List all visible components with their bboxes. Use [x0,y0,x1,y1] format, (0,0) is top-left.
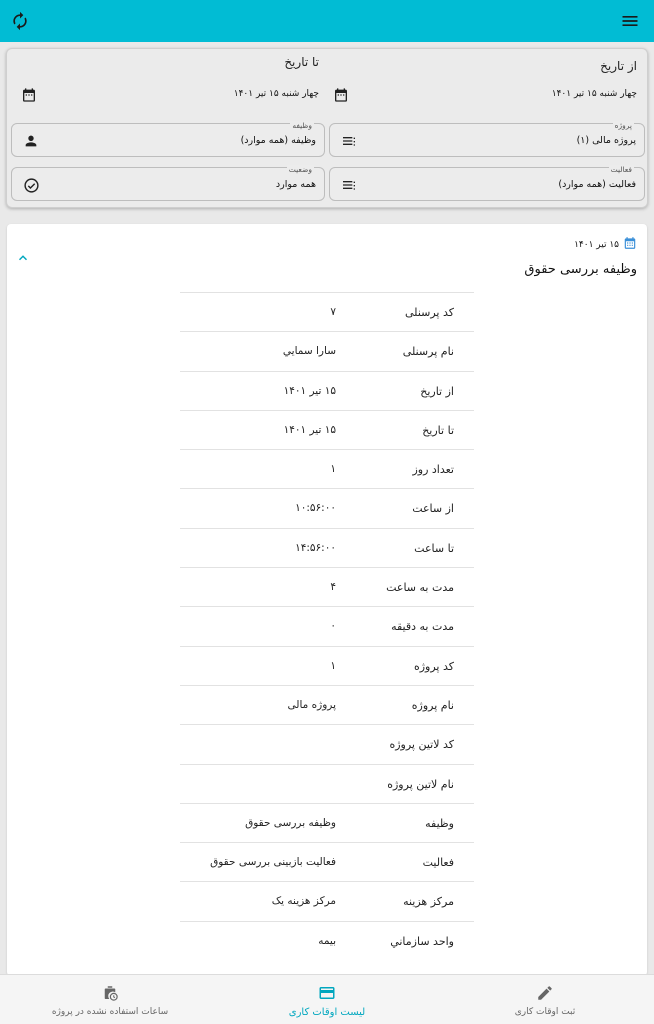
row-key: کد پرسنلی [405,306,454,319]
table-row [180,371,474,410]
row-value: فعالیت بازبینی بررسی حقوق [210,856,336,869]
to-date-label: تا تاریخ [284,55,319,69]
task-value: وظیفه (همه موارد) [240,135,316,146]
row-value: ۱۰:۵۶:۰۰ [295,502,336,515]
app-bar [0,0,654,42]
menu-icon[interactable] [618,9,642,33]
table-row [180,646,474,685]
row-value: ۱۴:۵۶:۰۰ [295,541,336,554]
table-row [180,764,474,803]
to-date-value: چهار شنبه ۱۵ تیر ۱۴۰۱ [233,89,319,99]
row-key: نام پرسنلی [402,345,454,359]
clock-bag-icon [99,983,121,1003]
calendar-icon[interactable] [332,86,350,104]
table-row [180,685,474,724]
tab-label: ساعات استفاده نشده در پروژه [51,1007,169,1017]
activity-value: فعالیت (همه موارد) [558,179,636,190]
row-value: ۷ [330,306,336,318]
row-key: مدت به دقیقه [391,620,454,634]
row-value: وظیفه بررسی حقوق [245,816,336,829]
row-value: پروژه مالی [287,698,336,711]
collapse-chevron-icon[interactable] [15,250,31,266]
row-value: ۰ [330,620,336,633]
table-row [180,724,474,763]
table-row [180,449,474,488]
row-key: واحد سازماني [390,934,454,948]
details-table [180,292,474,960]
row-key: تعداد روز [412,463,454,477]
filters-panel [6,48,648,208]
pencil-icon [534,983,556,1003]
worktime-card [7,224,647,976]
bottom-nav [0,974,654,1024]
table-row [180,292,474,331]
row-value: ۱۵ تیر ۱۴۰۱ [283,384,336,397]
row-key: فعالیت [422,856,454,870]
row-key: نام لاتین پروژه [387,777,454,791]
person-icon [22,132,40,150]
row-value: سارا سمايي [282,345,336,358]
row-value: بیمه [318,934,336,947]
table-row [180,881,474,920]
status-label: وضعیت [288,165,312,174]
row-key: کد لاتین پروژه [389,738,454,752]
tab-register-worktime[interactable] [455,975,635,1024]
card-icon [316,983,338,1003]
row-value: ۴ [330,581,336,594]
from-date-value: چهار شنبه ۱۵ تیر ۱۴۰۱ [551,89,637,99]
row-key: نام پروژه [411,698,454,712]
activity-label: فعالیت [610,165,632,174]
row-value: ۱ [330,463,336,476]
table-row [180,803,474,842]
from-date-picker[interactable] [329,82,645,108]
row-key: از تاریخ [420,384,454,398]
status-value: همه موارد [275,179,316,190]
task-select[interactable] [11,123,325,157]
activity-select[interactable] [329,167,645,201]
task-label: وظیفه [292,121,312,130]
table-row [180,567,474,606]
from-date-label: از تاریخ [600,59,637,73]
card-date [574,236,637,253]
row-key: کد پروژه [413,659,454,673]
table-row [180,331,474,370]
tab-unused-project-hours[interactable] [20,975,200,1024]
status-select[interactable] [11,167,325,201]
table-row [180,606,474,645]
table-row [180,842,474,881]
list-icon [340,132,358,150]
calendar-icon[interactable] [20,86,38,104]
calendar-icon [623,236,637,253]
row-key: تا تاریخ [422,423,454,437]
row-key: از ساعت [412,502,454,516]
row-key: مدت به ساعت [386,581,454,595]
check-circle-icon [22,176,40,194]
to-date-picker[interactable] [13,82,325,108]
tab-worktime-list[interactable] [237,975,417,1024]
tab-label: ثبت اوقات کاری [514,1007,576,1017]
table-row [180,410,474,449]
row-value: مرکز هزینه یک [271,895,336,908]
row-key: مرکز هزینه [403,895,454,909]
row-key: وظیفه [425,816,454,830]
card-date-text: ۱۵ تیر ۱۴۰۱ [574,239,619,250]
tab-label: لیست اوقات کاری [288,1006,366,1018]
table-row [180,488,474,527]
project-value: پروژه مالی (۱) [576,135,636,146]
row-value: ۱ [330,659,336,672]
project-select[interactable] [329,123,645,157]
row-key: تا ساعت [414,541,454,555]
project-label: پروژه [614,121,632,130]
row-value: ۱۵ تیر ۱۴۰۱ [283,423,336,436]
table-row [180,921,474,960]
card-title: وظیفه بررسی حقوق [524,262,637,277]
table-row [180,528,474,567]
refresh-icon[interactable] [8,9,32,33]
list-icon [340,176,358,194]
